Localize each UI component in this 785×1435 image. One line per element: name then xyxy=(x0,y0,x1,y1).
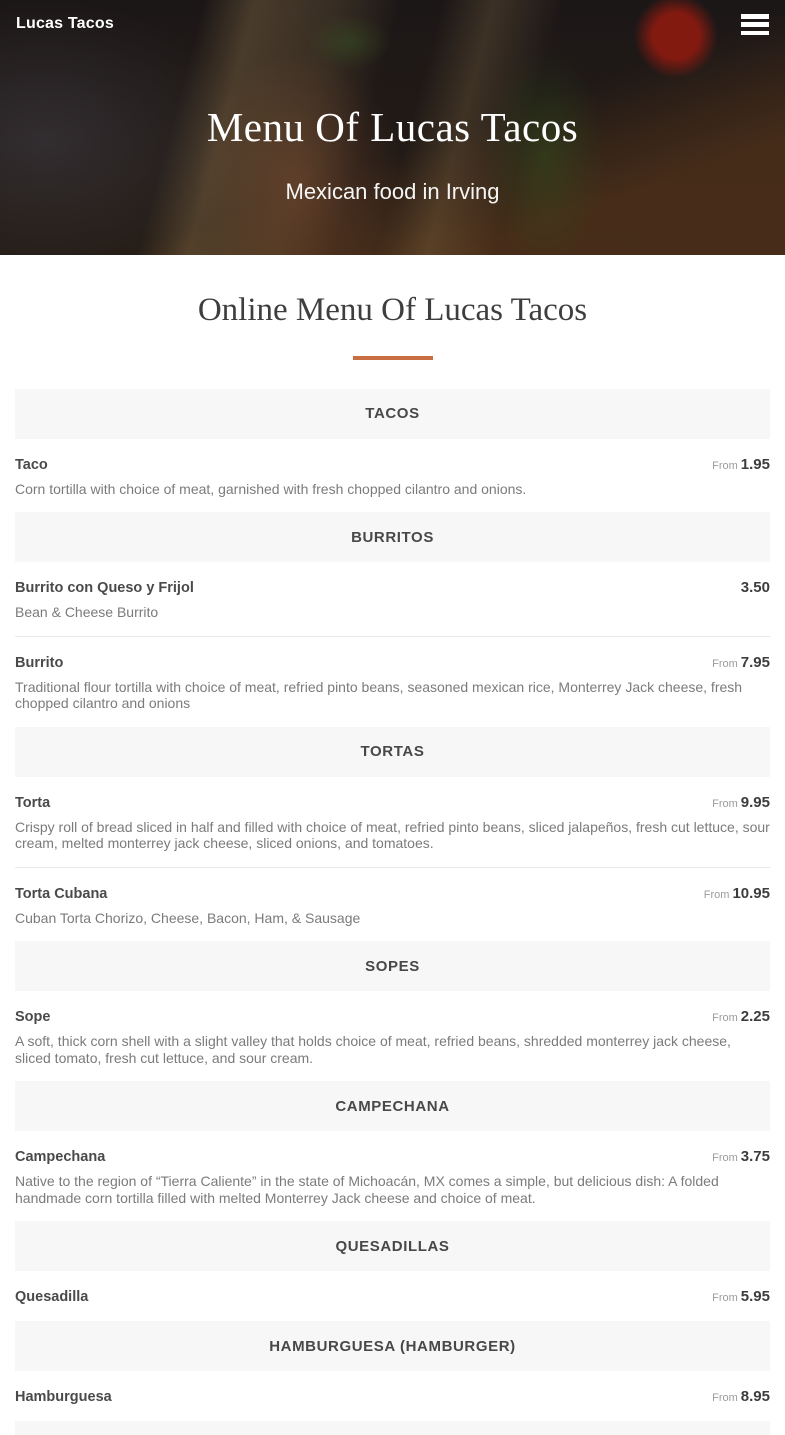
menu-item xyxy=(15,867,770,942)
price-value: 3.50 xyxy=(740,579,770,597)
menu-item-price xyxy=(741,579,770,597)
section-title: TACOS xyxy=(365,405,420,423)
menu-item-price xyxy=(712,1288,770,1306)
menu-item-price xyxy=(712,1008,770,1026)
price-from-label: From xyxy=(712,1152,738,1165)
menu-item-row xyxy=(15,885,770,903)
section-title: HAMBURGUESA (HAMBURGER) xyxy=(269,1337,516,1355)
price-value: 7.95 xyxy=(740,653,770,671)
menu-section xyxy=(15,941,770,1081)
hamburger-bar xyxy=(741,14,769,19)
price-from-label: From xyxy=(712,797,738,810)
price-from-label: From xyxy=(712,1012,738,1025)
menu-item-description: A soft, thick corn shell with a slight valley that holds choice of meat, refried beans, shredded monterrey jack cheese, sliced tomato, fresh cut lettuce, and sour cream. xyxy=(15,1033,731,1066)
menu-item-row xyxy=(15,1288,770,1306)
hero-subtitle: Mexican food in Irving xyxy=(285,178,500,204)
menu-item-row xyxy=(15,579,770,597)
menu-item-description: Traditional flour tortilla with choice of meat, refried pinto beans, seasoned mexican rice, Monterrey Jack cheese, fresh chopped cilantro and onions xyxy=(15,678,743,712)
menu-item-name: Sope xyxy=(15,1009,51,1026)
navbar xyxy=(0,0,785,35)
menu-item-description: Crispy roll of bread sliced in half and filled with choice of meat, refried pinto beans, sliced jalapeños, fresh cut lettuce, sour cream, melted monterrey jack cheese, sliced onions, and tomatoes. xyxy=(15,818,770,852)
menu-item-row xyxy=(15,456,770,474)
price-value: 5.95 xyxy=(740,1288,770,1306)
section-header-bar xyxy=(15,512,770,562)
menu-section xyxy=(15,389,770,513)
menu-item-row xyxy=(15,1148,770,1166)
section-title: CAMPECHANA xyxy=(335,1097,450,1115)
section-items xyxy=(15,439,770,513)
menu-item-row xyxy=(15,794,770,812)
price-from-label: From xyxy=(712,1392,738,1405)
menu-item xyxy=(15,439,770,513)
section-items xyxy=(15,1131,770,1221)
menu-item-price xyxy=(712,1148,770,1166)
accent-divider xyxy=(353,356,433,360)
section-title: BURRITOS xyxy=(351,528,434,546)
hero-title: Menu Of Lucas Tacos xyxy=(206,104,579,151)
section-header-bar xyxy=(15,941,770,991)
section-header-bar xyxy=(15,1081,770,1131)
menu-item-name: Hamburguesa xyxy=(15,1389,112,1406)
price-from-label: From xyxy=(712,657,738,670)
menu-item xyxy=(15,1371,770,1421)
menu-item-price xyxy=(712,794,770,812)
section-header-bar xyxy=(15,1221,770,1271)
price-value: 1.95 xyxy=(740,455,770,473)
price-value: 9.95 xyxy=(740,793,770,811)
menu-section xyxy=(15,727,770,942)
price-value: 3.75 xyxy=(740,1148,770,1166)
menu-item xyxy=(15,1131,770,1221)
section-header-bar xyxy=(15,1321,770,1371)
section-items xyxy=(15,777,770,942)
hero-text xyxy=(0,0,785,255)
menu-item-description: Corn tortilla with choice of meat, garnished with fresh chopped cilantro and onions. xyxy=(15,480,527,497)
price-from-label: From xyxy=(712,459,738,472)
menu-item-price xyxy=(712,456,770,474)
price-value: 10.95 xyxy=(732,884,770,902)
brand-link[interactable]: Lucas Tacos xyxy=(16,14,114,32)
section-header-bar xyxy=(15,727,770,777)
menu-item-name: Taco xyxy=(15,456,48,473)
hamburger-bar xyxy=(741,22,769,27)
menu-item xyxy=(15,636,770,727)
menu-item-price xyxy=(712,654,770,672)
menu-item-name: Quesadilla xyxy=(15,1289,89,1306)
section-header-bar xyxy=(15,389,770,439)
section-title: TORTAS xyxy=(360,743,425,761)
section-title: QUESADILLAS xyxy=(335,1237,450,1255)
menu-item-name: Burrito xyxy=(15,654,64,671)
price-from-label: From xyxy=(703,888,730,901)
next-section-bar-partial xyxy=(15,1421,770,1435)
menu-item-description: Bean & Cheese Burrito xyxy=(15,604,159,621)
menu-item-name: Campechana xyxy=(15,1149,106,1166)
menu-item-description: Native to the region of “Tierra Caliente” in the state of Michoacán, MX comes a simple, but delicious dish: A folded handmade corn tortilla filled with melted Monterrey Jack cheese and choice of meat. xyxy=(15,1173,719,1206)
menu-item xyxy=(15,991,770,1081)
hamburger-bar xyxy=(741,31,769,36)
menu-item-name: Burrito con Queso y Frijol xyxy=(15,580,194,597)
hero-header xyxy=(0,0,785,255)
menu-item-row xyxy=(15,1008,770,1026)
price-value: 2.25 xyxy=(740,1008,770,1026)
section-title: SOPES xyxy=(365,957,420,975)
menu-section xyxy=(15,1321,770,1421)
menu-section xyxy=(15,1221,770,1321)
menu-item-description: Cuban Torta Chorizo, Cheese, Bacon, Ham, & Sausage xyxy=(15,909,361,926)
page-title: Online Menu Of Lucas Tacos xyxy=(197,292,588,328)
price-value: 8.95 xyxy=(740,1388,770,1406)
hamburger-menu-icon[interactable] xyxy=(741,14,769,35)
price-from-label: From xyxy=(712,1292,738,1305)
section-items xyxy=(15,562,770,727)
menu-section xyxy=(15,512,770,727)
menu-item-row xyxy=(15,1388,770,1406)
menu-item-name: Torta Cubana xyxy=(15,885,108,902)
menu-section xyxy=(15,1081,770,1221)
section-items xyxy=(15,1371,770,1421)
menu-item xyxy=(15,1271,770,1321)
menu-item xyxy=(15,562,770,636)
menu-item-price xyxy=(712,1388,770,1406)
menu-item xyxy=(15,777,770,867)
menu-sections xyxy=(15,389,770,1422)
menu-item-name: Torta xyxy=(15,794,51,811)
menu-content xyxy=(0,288,785,1435)
section-items xyxy=(15,991,770,1081)
menu-item-row xyxy=(15,654,770,672)
menu-item-price xyxy=(704,885,770,903)
section-items xyxy=(15,1271,770,1321)
